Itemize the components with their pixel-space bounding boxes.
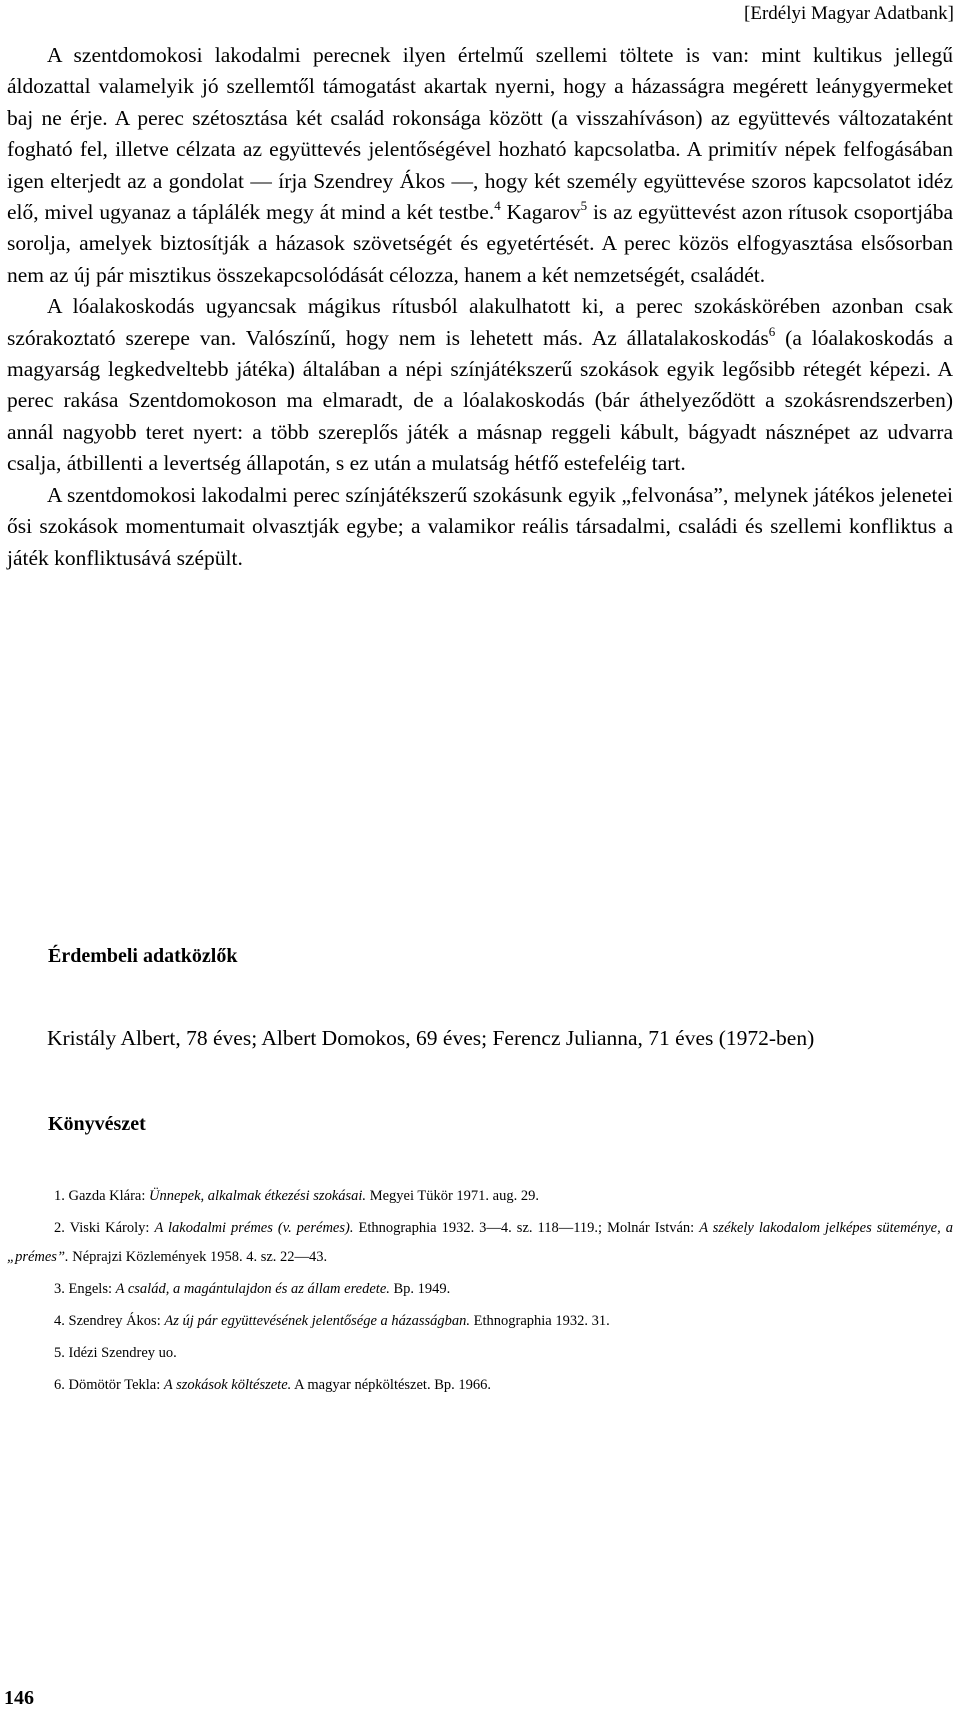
paragraph-text: A szentdomokosi lakodalmi perecnek ilyen értelmű szellemi töltete is van: mint kultikus jellegű áldozattal valamelyik jó szellemtől támogatást akartak nyerni, hogy a házasságra megérett leánygyermeket baj ne érje. A perec szétosztása két család rokonsága között (a visszahíváson) az együttevés változataként fogható fel, illetve célzata az együttevés jelentőségével hozható kapcsolatba. A primitív népek felfogásában igen elterjedt az a gondolat — írja Szendrey Ákos —, hogy két személy együttevése szoros kapcsolatot idéz elő, mivel ugyanaz a táplálék megy át mind a két testbe.	[7, 43, 953, 225]
article-body	[7, 40, 953, 574]
work-title: Ünnepek, alkalmak étkezési szokásai.	[149, 1188, 367, 1204]
work-title: A szokások költészete.	[163, 1377, 292, 1393]
footnote-ref-4[interactable]: 4	[494, 198, 501, 214]
work-title: A székely lakodalom jelképes süteménye, a „prémes”.	[7, 1220, 953, 1265]
site-tag: [Erdélyi Magyar Adatbank]	[744, 3, 954, 24]
paragraph-text: (a lóalakoskodás a magyarság legkedveltebb játéka) általában a népi színjátékszerű szokások egyik legősibb rétegét képezi. A perec rakása Szentdomokoson ma elmaradt, de a lóalakoskodás (bár áthelyeződött a szokásrendszerben) annál nagyobb teret nyert: a több szereplős játék a másnap reggeli kábult, bágyadt násznépet az udvarra csalja, átbillenti a levertség állapotán, s ez után a mulatság hétfő estefeléig tart.	[7, 325, 953, 476]
informants-heading: Érdembeli adatközlők	[48, 945, 238, 967]
paragraph-3: A szentdomokosi lakodalmi perec színjátékszerű szokásunk egyik „felvonása”, melynek játékos jelenetei ősi szokások momentumait olvasztják egybe; a valamikor reális társadalmi, családi és szellemi konfliktus a játék konfliktusává szépült.	[7, 482, 953, 570]
informants-text: Kristály Albert, 78 éves; Albert Domokos, 69 éves; Ferencz Julianna, 71 éves (1972-ben)	[47, 1026, 815, 1050]
paragraph-text: Kagarov	[500, 200, 581, 225]
paragraph-2	[7, 291, 953, 479]
page-number: 146	[4, 1687, 34, 1709]
bibliography-item: 2. Viski Károly: A lakodalmi prémes (v. perémes). Ethnographia 1932. 3—4. sz. 118—119.; Molnár István: A székely lakodalom jelképes süteménye, a „prémes”. Néprajzi Közlemények 1958. 4. sz. 22—43.	[7, 1220, 953, 1265]
paragraph-text: is az együttevést azon rítusok csoportjába sorolja, amelyek biztosítják a házasok szövetségét és egyetértését. A perec közös elfogyasztása elsősorban nem az új pár misztikus összekapcsolódását célozza, hanem a két nemzetségét, családét.	[7, 200, 953, 287]
work-title: Az új pár együttevésének jelentősége a házasságban.	[164, 1313, 470, 1329]
bibliography-item: 4. Szendrey Ákos: Az új pár együttevésének jelentősége a házasságban. Ethnographia 1932. 31.	[54, 1313, 610, 1329]
paragraph-text: A lóalakoskodás ugyancsak mágikus rítusból alakulhatott ki, a perec szokáskörében azonban csak szórakoztató szerepe van. Valószínű, hogy nem is lehetett más. Az állatalakoskodás	[7, 294, 953, 350]
footnote-ref-5[interactable]: 5	[580, 198, 588, 214]
footnote-ref-6[interactable]: 6	[768, 323, 776, 339]
paragraph-1	[7, 40, 953, 291]
bibliography-item: 5. Idézi Szendrey uo.	[54, 1345, 177, 1361]
bibliography-heading: Könyvészet	[48, 1113, 146, 1135]
work-title: A család, a magántulajdon és az állam eredete.	[115, 1281, 390, 1297]
bibliography-item: 6. Dömötör Tekla: A szokások költészete. A magyar népköltészet. Bp. 1966.	[54, 1377, 492, 1393]
bibliography-item: 3. Engels: A család, a magántulajdon és az állam eredete. Bp. 1949.	[54, 1281, 451, 1297]
bibliography-item: 1. Gazda Klára: Ünnepek, alkalmak étkezési szokásai. Megyei Tükör 1971. aug. 29.	[54, 1188, 539, 1204]
work-title: A lakodalmi prémes (v. perémes).	[154, 1220, 354, 1236]
bibliography-list	[7, 1182, 953, 1403]
